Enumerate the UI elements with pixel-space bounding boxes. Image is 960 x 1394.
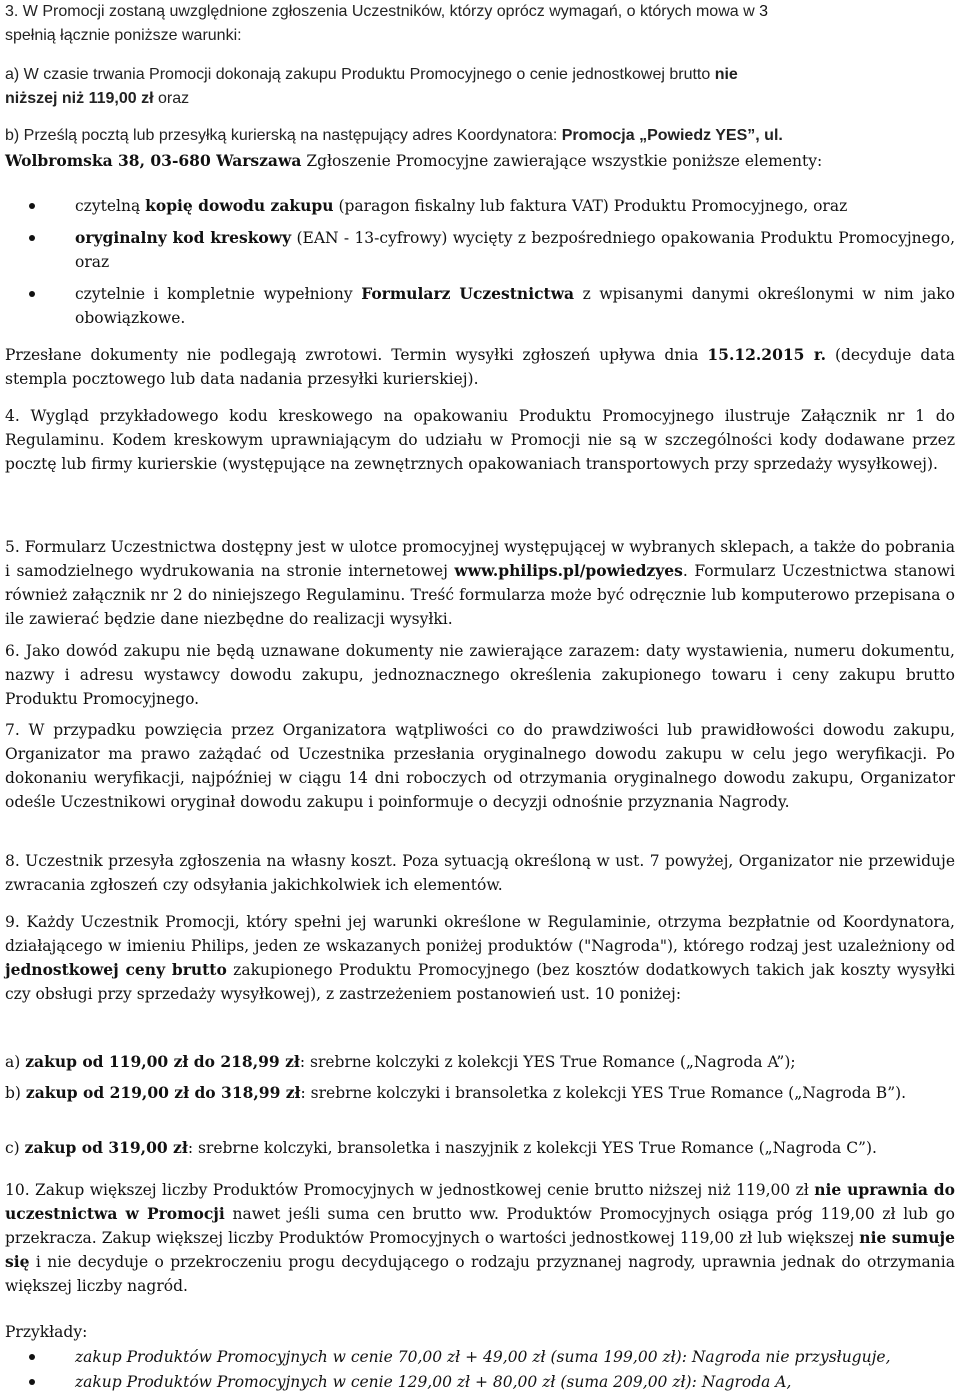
condition-a-price: niższej niż 119,00 zł [5, 90, 154, 107]
reward-range: zakup od 219,00 zł do 318,99 zł [25, 1083, 301, 1102]
returns-text: data stempla pocztowego lub data nadania przesyłki kurierskiej). [5, 346, 955, 388]
condition-b-address: Promocja „Powiedz YES”, ul. [561, 127, 783, 144]
reward-text: : srebrne kolczyki i bransoletka z kolekcji YES True Romance („Nagroda B”). [300, 1084, 907, 1102]
section-reference: 3 [759, 3, 769, 20]
condition-a-text: a) W czasie trwania Promocji dokonają zakupu Produktu Promocyjnego o cenie jednostkowej brutto [5, 66, 711, 83]
bullet-text: (paragon fiskalny lub faktura VAT) Produktu Promocyjnego, oraz [338, 197, 848, 215]
list-item [5, 1345, 955, 1369]
condition-b-street: Wolbromska 38, 03-680 Warszawa [5, 151, 302, 170]
condition-a-bold: nie [714, 66, 738, 83]
paragraph-5-text: 5. Formularz Uczestnictwa dostępny jest w ulotce promocyjnej występującej w wybranych sklepach, a także do pobrania i samodzielnego wydrukowania na stronie internetowej [5, 538, 955, 580]
condition-b [5, 124, 955, 148]
section-3-intro [5, 0, 955, 48]
bullet-text: czytelną [75, 197, 141, 215]
paragraph-9-text: zakupionego Produktu Promocyjnego (bez kosztów dodatkowych takich jak koszty wysyłki czy obsługi przy sprzedaży wysyłkowej), z zastrzeżeniem postanowień ust. 10 poniżej: [5, 961, 955, 1003]
examples-heading: Przykłady: [5, 1323, 88, 1341]
paragraph-10-text: i nie decyduje o przekroczeniu progu decydującego o rodzaju przyznanej nagrody, uprawnia jednak do otrzymania większej liczby nagród. [5, 1253, 955, 1295]
paragraph-5 [5, 535, 955, 631]
bullet-text: z wpisanymi danymi określonymi w nim [582, 285, 914, 303]
paragraph-9 [5, 910, 955, 1006]
example-text: zakup Produktów Promocyjnych w cenie 129,00 zł + 80,00 zł (suma 209,00 zł): Nagroda A, [75, 1373, 792, 1391]
reward-item [5, 1081, 955, 1105]
condition-a [5, 63, 955, 111]
bullet-icon [29, 1354, 35, 1360]
list-item [5, 1370, 955, 1394]
website-link[interactable]: www.philips.pl/powiedzyes [454, 561, 683, 580]
reward-text: : srebrne kolczyki z kolekcji YES True Romance („Nagroda A”); [299, 1053, 796, 1071]
bullet-icon [29, 1379, 35, 1385]
list-item [5, 226, 955, 274]
paragraph-10-bold: nie uprawnia do uczestnictwa w Promocji [5, 1180, 955, 1223]
paragraph-10-text: nawet jeśli suma cen brutto ww. Produktów Promocyjnych osiąga próg 119,00 zł lub go przekracza. Zakup większej liczby Produktów Promocyjnych o wartości jednostkowej 119,00 zł lub większej [5, 1205, 955, 1247]
bullet-text: Promocyjnego, oraz [75, 229, 955, 271]
condition-a-end: oraz [157, 90, 190, 107]
paragraph-9-bold: jednostkowej ceny brutto [5, 960, 227, 979]
paragraph-10 [5, 1178, 955, 1298]
reward-letter: c) [5, 1139, 20, 1157]
section-3-text-cont: spełnią łącznie poniższe warunki: [5, 27, 242, 44]
paragraph-7: 7. W przypadku powzięcia przez Organizatora wątpliwości co do prawdziwości lub prawidłowości dowodu zakupu, Organizator ma prawo zażądać od Uczestnika przesłania oryginalnego dowodu zakupu w celu jego weryfikacji. Po dokonaniu weryfikacji, najpóźniej w ciągu 14 dni roboczych od otrzymania oryginalnego dowodu zakupu, Organizator odeśle Uczestnikowi oryginał dowodu zakupu i poinformuje o decyzji odnośnie przyznania Nagrody. [5, 721, 955, 811]
bullet-bold: oryginalny kod kreskowy [75, 228, 292, 247]
reward-range: zakup od 119,00 zł do 218,99 zł [25, 1052, 300, 1071]
returns-note [5, 343, 955, 391]
paragraph-5-text: . Formularz Uczestnictwa stanowi również załącznik nr 2 do niniejszego Regulaminu. Treść formularza może być odręcznie lub komputerowo przepisana o ile zawierać będzie dane niezbędne do realizacji wysyłki. [5, 562, 955, 628]
bullet-icon [29, 291, 35, 297]
condition-b-text: b) Prześlą pocztą lub przesyłką kurierską na następujący adres Koordynatora: [5, 127, 558, 144]
bullet-text: jako obowiązkowe. [75, 285, 955, 327]
bullet-text: (EAN - 13-cyfrowy) wycięty z bezpośredniego opakowania Produktu [296, 229, 833, 247]
reward-letter: a) [5, 1053, 21, 1071]
bullet-icon [29, 203, 35, 209]
example-text: zakup Produktów Promocyjnych w cenie 70,00 zł + 49,00 zł (suma 199,00 zł): Nagroda nie przysługuje, [75, 1348, 891, 1366]
paragraph-9-text: 9. Każdy Uczestnik Promocji, który spełni jej warunki określone w Regulaminie, otrzyma bezpłatnie od Koordynatora, działającego w imieniu Philips, jeden ze wskazanych poniżej produktów ("Nagroda"), którego rodzaj jest uzależniony od [5, 913, 955, 955]
bullet-bold: Formularz Uczestnictwa [361, 284, 575, 303]
bullet-icon [29, 235, 35, 241]
deadline-date: 15.12.2015 r. [707, 345, 826, 364]
reward-letter: b) [5, 1084, 21, 1102]
reward-item [5, 1136, 955, 1160]
paragraph-10-text: 10. Zakup większej liczby Produktów Promocyjnych w jednostkowej cenie brutto niższej niż 119,00 zł [5, 1181, 809, 1199]
reward-range: zakup od 319,00 zł [24, 1138, 188, 1157]
returns-text: Przesłane dokumenty nie podlegają zwrotowi. Termin wysyłki zgłoszeń upływa dnia [5, 346, 699, 364]
condition-b-rest: Zgłoszenie Promocyjne zawierające wszystkie poniższe elementy: [306, 152, 823, 170]
bullet-bold: kopię dowodu zakupu [145, 196, 334, 215]
paragraph-4: 4. Wygląd przykładowego kodu kreskowego na opakowaniu Produktu Promocyjnego ilustruje Załącznik nr 1 do Regulaminu. Kodem kreskowym uprawniającym do udziału w Promocji nie są w szczególności kody dodawane przez pocztę lub firmy kurierskie (występujące na zewnętrznych opakowaniach transportowych przy sprzedaży wysyłkowej). [5, 407, 955, 473]
reward-item [5, 1050, 955, 1074]
condition-b-cont [5, 149, 955, 173]
paragraph-8: 8. Uczestnik przesyła zgłoszenia na własny koszt. Poza sytuacją określoną w ust. 7 powyżej, Organizator nie przewiduje zwracania zgłoszeń czy odsyłania jakichkolwiek ich elementów. [5, 852, 955, 894]
list-item [5, 194, 955, 218]
section-3-text: 3. W Promocji zostaną uwzględnione zgłoszenia Uczestników, którzy oprócz wymagań, o których mowa w [5, 3, 755, 20]
paragraph-10-bold: nie sumuje się [5, 1228, 955, 1271]
returns-text: (decyduje [834, 346, 912, 364]
bullet-text: czytelnie i kompletnie wypełniony [75, 285, 353, 303]
list-item [5, 282, 955, 330]
paragraph-6: 6. Jako dowód zakupu nie będą uznawane dokumenty nie zawierające zarazem: daty wystawienia, numeru dokumentu, nazwy i adresu wystawcy dowodu zakupu, jednoznacznego określenia zakupionego towaru i ceny zakupu brutto Produktu Promocyjnego. [5, 642, 955, 708]
reward-text: : srebrne kolczyki, bransoletka i naszyjnik z kolekcji YES True Romance („Nagroda C”). [187, 1139, 877, 1157]
